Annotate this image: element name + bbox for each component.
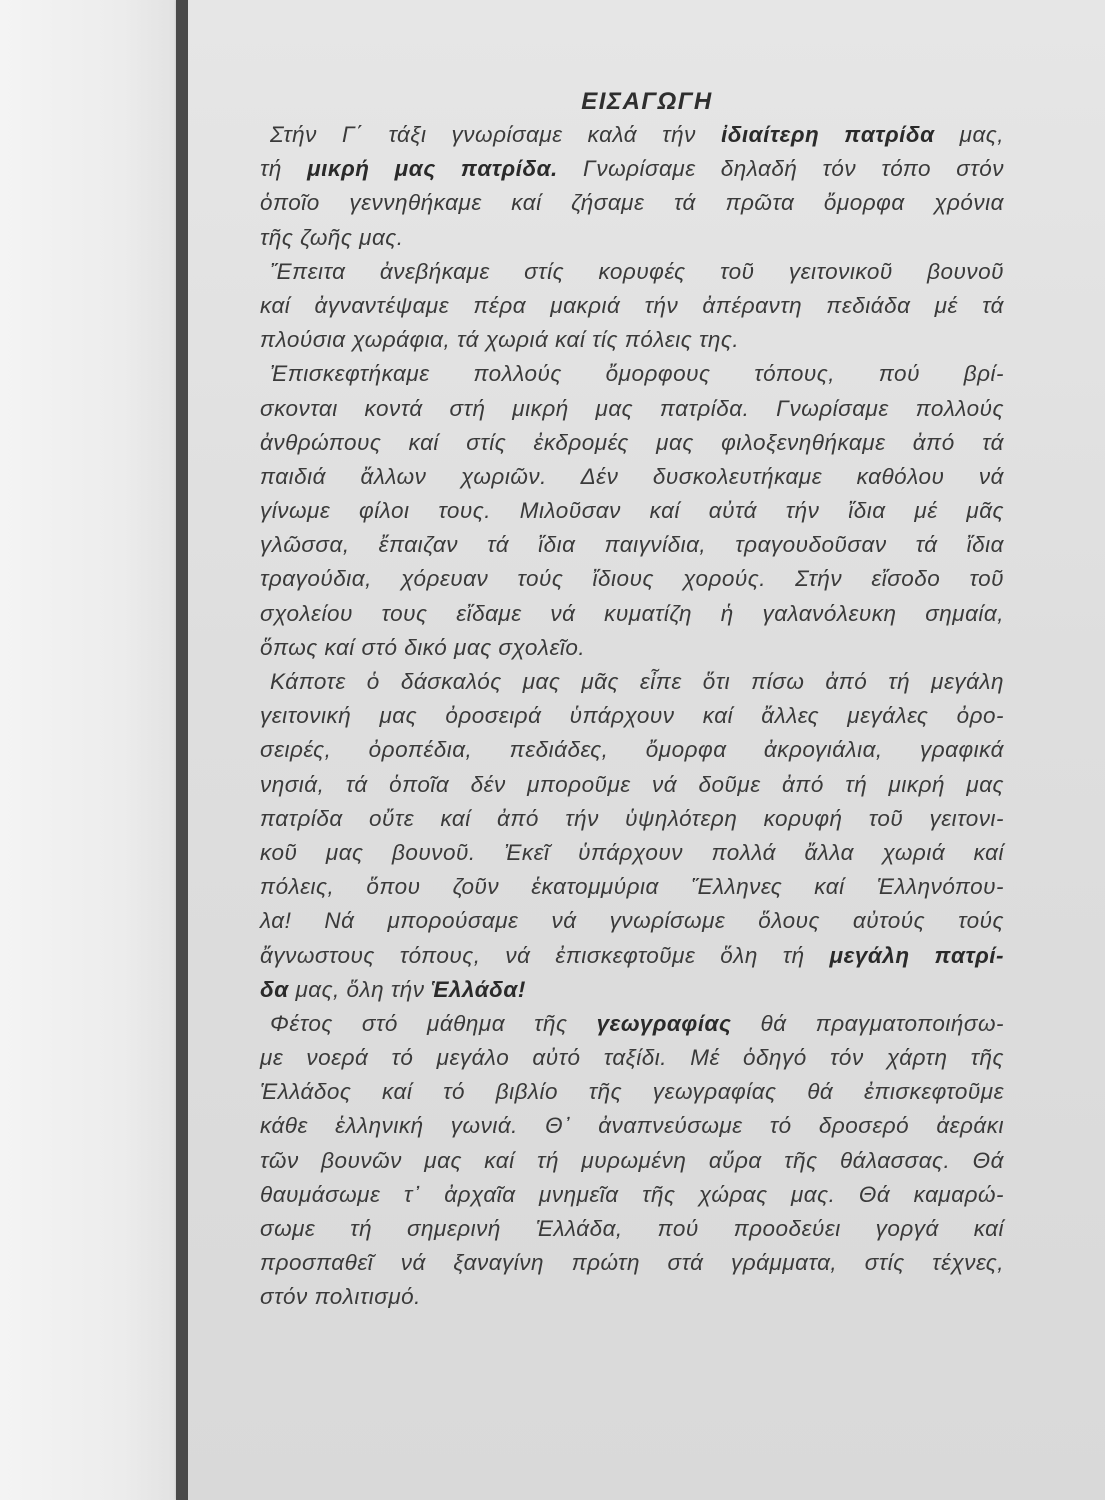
text-line	[260, 221, 1004, 255]
text-segment: πόλεις, ὅπου ζοῦν ἑκατομμύρια Ἕλληνες καί Ἑλληνόπου-	[260, 874, 1004, 900]
text-line	[260, 904, 1004, 938]
text-segment: Ἐπισκεφτήκαμε πολλούς ὄμορφους τόπους, πού βρί-	[270, 361, 1004, 387]
text-line	[260, 426, 1004, 460]
text-segment: ὅπως καί στό δικό μας σχολεῖο.	[260, 634, 586, 660]
text-line	[260, 460, 1004, 494]
body-text	[260, 118, 1004, 1315]
text-segment: κάθε ἑλληνική γωνιά. Θ᾽ ἀναπνεύσωμε τό δροσερό ἀεράκι	[260, 1113, 1004, 1139]
text-line	[260, 118, 1004, 152]
left-margin	[0, 0, 176, 1500]
text-segment: σειρές, ὀροπέδια, πεδιάδες, ὄμορφα ἀκρογιάλια, γραφικά	[260, 737, 1004, 763]
text-line	[260, 733, 1004, 767]
text-line	[260, 699, 1004, 733]
text-line	[260, 1075, 1004, 1109]
text-line	[260, 289, 1004, 323]
text-segment: ὁποῖο γεννηθήκαμε καί ζήσαμε τά πρῶτα ὄμορφα χρόνια	[260, 190, 1004, 216]
text-line	[260, 392, 1004, 426]
text-segment: γλῶσσα, ἔπαιζαν τά ἴδια παιγνίδια, τραγουδοῦσαν τά ἴδια	[260, 532, 1004, 558]
paragraph	[260, 357, 1004, 665]
text-segment: Ἑλλάδος καί τό βιβλίο τῆς γεωγραφίας θά ἐπισκεφτοῦμε	[260, 1079, 1004, 1105]
emphasis-text: Ἑλλάδα!	[431, 976, 526, 1002]
text-line	[260, 768, 1004, 802]
text-segment: στόν πολιτισμό.	[260, 1284, 421, 1310]
text-line	[260, 323, 1004, 357]
text-segment: κοῦ μας βουνοῦ. Ἐκεῖ ὑπάρχουν πολλά ἄλλα χωριά καί	[260, 839, 1004, 865]
text-line	[260, 1212, 1004, 1246]
text-segment: λα! Νά μπορούσαμε νά γνωρίσωμε ὅλους αὐτούς τούς	[260, 908, 1004, 934]
emphasis-text: μεγάλη πατρί-	[829, 942, 1005, 968]
text-segment: προσπαθεῖ νά ξαναγίνη πρώτη στά γράμματα, στίς τέχνες,	[260, 1250, 1004, 1276]
emphasis-text: δα	[260, 976, 289, 1002]
text-line	[260, 802, 1004, 836]
text-segment: με νοερά τό μεγάλο αὐτό ταξίδι. Μέ ὁδηγό τόν χάρτη τῆς	[260, 1045, 1004, 1071]
text-line	[260, 1280, 1004, 1314]
page-title: ΕΙΣΑΓΩΓΗ	[581, 88, 713, 115]
text-line	[260, 665, 1004, 699]
text-segment: τραγούδια, χόρευαν τούς ἴδιους χορούς. Στήν εἴσοδο τοῦ	[260, 566, 1004, 592]
text-line	[260, 939, 1004, 973]
text-segment: Στήν Γ΄ τάξι γνωρίσαμε καλά τήν	[270, 122, 721, 147]
text-segment: θαυμάσωμε τ᾽ ἀρχαῖα μνημεῖα τῆς χώρας μας. Θά καμαρώ-	[260, 1181, 1004, 1207]
paragraph	[260, 118, 1004, 255]
text-line	[260, 186, 1004, 220]
text-segment: Ἔπειτα ἀνεβήκαμε στίς κορυφές τοῦ γειτονικοῦ βουνοῦ	[270, 258, 1004, 284]
text-segment: πλούσια χωράφια, τά χωριά καί τίς πόλεις της.	[260, 327, 740, 353]
text-block	[260, 88, 1004, 1315]
text-segment: θά πραγματοποιήσω-	[731, 1010, 1004, 1036]
emphasis-text: ἰδιαίτερη πατρίδα	[720, 122, 935, 147]
text-segment: Γνωρίσαμε δηλαδή τόν τόπο στόν	[557, 156, 1004, 182]
text-line	[260, 255, 1004, 289]
text-line	[260, 528, 1004, 562]
text-line	[260, 1178, 1004, 1212]
text-line	[260, 870, 1004, 904]
text-segment: γίνωμε φίλοι τους. Μιλοῦσαν καί αὐτά τήν ἴδια μέ μᾶς	[260, 498, 1004, 524]
text-line	[260, 152, 1004, 186]
text-line	[260, 836, 1004, 870]
paragraph	[260, 1007, 1004, 1315]
text-segment: μας, ὅλη τήν	[288, 976, 432, 1002]
paragraph	[260, 255, 1004, 358]
text-line	[260, 973, 1004, 1007]
emphasis-text: μικρή μας πατρίδα.	[307, 156, 558, 182]
text-segment: καί ἀγναντέψαμε πέρα μακριά τήν ἀπέραντη πεδιάδα μέ τά	[260, 292, 1004, 318]
text-segment: τῶν βουνῶν μας καί τή μυρωμένη αὔρα τῆς θάλασσας. Θά	[260, 1147, 1004, 1173]
text-segment: σωμε τή σημερινή Ἑλλάδα, πού προοδεύει γοργά καί	[260, 1216, 1004, 1241]
text-segment: τῆς ζωῆς μας.	[260, 224, 404, 250]
text-line	[260, 1144, 1004, 1178]
text-line	[260, 1109, 1004, 1143]
text-segment: ἄγνωστους τόπους, νά ἐπισκεφτοῦμε ὅλη τή	[260, 942, 830, 968]
text-line	[260, 562, 1004, 596]
text-segment: μας,	[934, 122, 1005, 147]
text-segment: σχολείου τους εἴδαμε νά κυματίζη ἡ γαλανόλευκη σημαία,	[260, 600, 1004, 626]
text-line	[260, 357, 1004, 391]
text-line	[260, 1007, 1004, 1041]
text-segment: νησιά, τά ὁποῖα δέν μποροῦμε νά δοῦμε ἀπό τή μικρή μας	[260, 771, 1004, 797]
text-line	[260, 631, 1004, 665]
text-segment: σκονται κοντά στή μικρή μας πατρίδα. Γνωρίσαμε πολλούς	[260, 395, 1004, 421]
text-segment: ἀνθρώπους καί στίς ἐκδρομές μας φιλοξενηθήκαμε ἀπό τά	[260, 429, 1004, 455]
text-segment: Κάποτε ὁ δάσκαλός μας μᾶς εἶπε ὅτι πίσω ἀπό τή μεγάλη	[270, 669, 1004, 694]
text-line	[260, 1246, 1004, 1280]
text-segment: Φέτος στό μάθημα τῆς	[270, 1010, 597, 1036]
text-line	[260, 494, 1004, 528]
text-segment: πατρίδα οὔτε καί ἀπό τήν ὑψηλότερη κορυφή τοῦ γειτονι-	[260, 805, 1004, 831]
book-spine	[176, 0, 188, 1500]
text-line	[260, 597, 1004, 631]
paragraph	[260, 665, 1004, 1007]
text-segment: τή	[260, 156, 308, 182]
text-line	[260, 1041, 1004, 1075]
text-segment: παιδιά ἄλλων χωριῶν. Δέν δυσκολευτήκαμε καθόλου νά	[260, 463, 1004, 489]
text-segment: γειτονική μας ὀροσειρά ὑπάρχουν καί ἄλλες μεγάλες ὀρο-	[260, 703, 1004, 729]
emphasis-text: γεωγραφίας	[596, 1010, 732, 1036]
